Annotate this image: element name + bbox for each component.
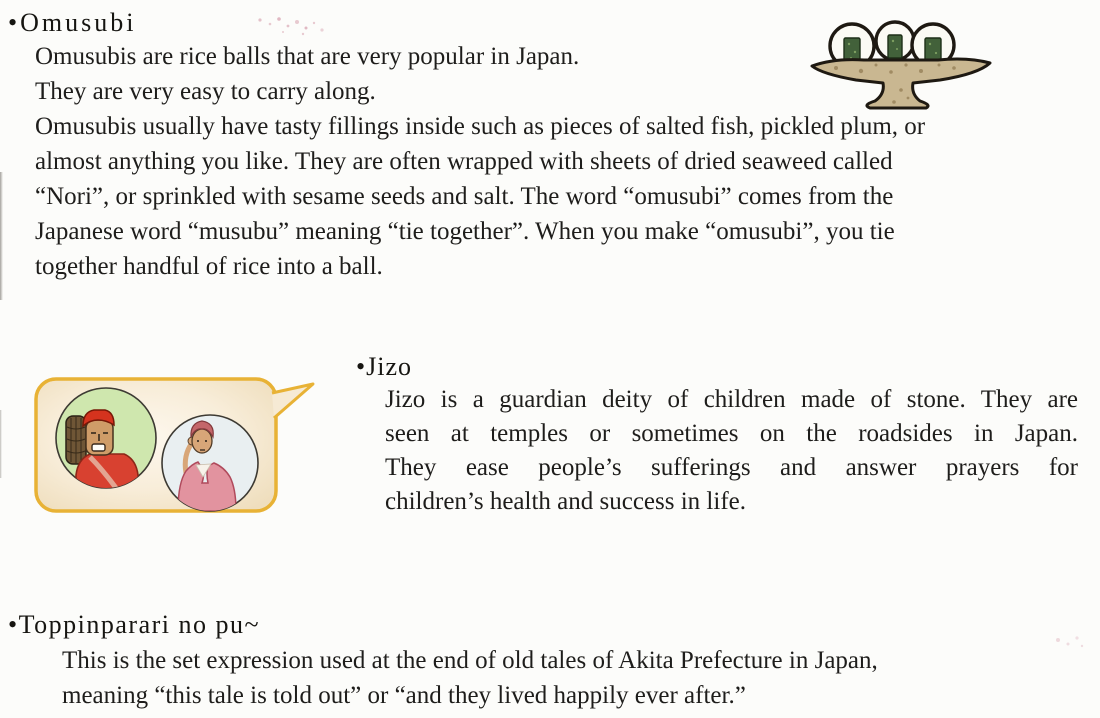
scan-edge-artifact: [0, 172, 3, 300]
omusubi-line: “Nori”, or sprinkled with sesame seeds and salt. The word “omusubi” comes from the: [35, 183, 894, 210]
jizo-line: They ease people’s sufferings and answer prayers for: [385, 454, 1078, 481]
bubble-tail-outline: [272, 384, 313, 418]
toppinparari-paragraph: [62, 643, 878, 713]
mouth: [92, 444, 105, 451]
omusubi-line: Omusubis are rice balls that are very popular in Japan.: [35, 43, 580, 70]
tray: [812, 59, 990, 108]
omusubi-line: Japanese word “musubu” meaning “tie together”. When you make “omusubi”, you tie: [35, 218, 895, 245]
jizo-line: Jizo is a guardian deity of children made of stone. They are: [385, 386, 1078, 413]
scan-smudge: [1048, 630, 1090, 654]
omusubi-line: together handful of rice into a ball.: [35, 253, 383, 280]
toppinparari-line: meaning “this tale is told out” or “and they lived happily ever after.”: [62, 682, 746, 709]
omusubi-line: Omusubis usually have tasty fillings inside such as pieces of salted fish, pickled plum, or: [35, 113, 926, 140]
toppinparari-heading: •Toppinparari no pu~: [8, 610, 261, 639]
omusubi-line: They are very easy to carry along.: [35, 78, 376, 105]
scan-smudge: [248, 10, 343, 42]
omusubi-heading: •Omusubi: [8, 8, 137, 37]
speech-bubble-illustration: [26, 371, 326, 523]
jizo-line: children’s health and success in life.: [385, 488, 746, 515]
jizo-paragraph: [385, 383, 1078, 519]
jizo-line: seen at temples or sometimes on the roadsides in Japan.: [385, 420, 1078, 447]
omusubi-paragraph: [35, 39, 925, 284]
toppinparari-line: This is the set expression used at the end of old tales of Akita Prefecture in Japan,: [62, 647, 878, 674]
jizo-heading: •Jizo: [356, 352, 412, 381]
face: [192, 429, 212, 453]
omusubi-line: almost anything you like. They are often wrapped with sheets of dried seaweed called: [35, 148, 893, 175]
omusubi-tray-illustration: [806, 14, 996, 112]
scan-edge-artifact: [0, 410, 2, 478]
